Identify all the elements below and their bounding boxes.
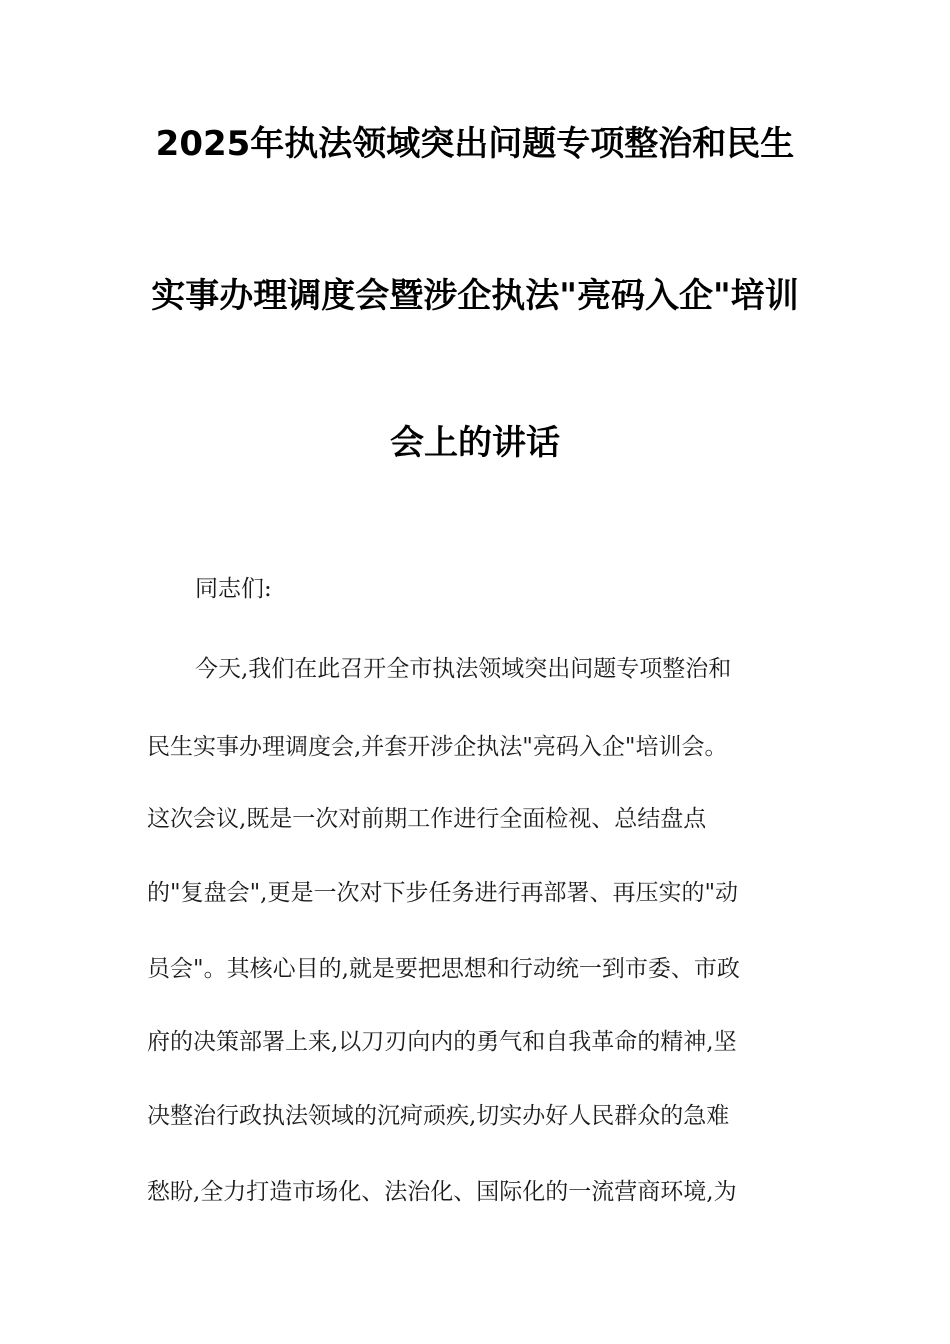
paragraph-line: 这次会议,既是一次对前期工作进行全面检视、总结盘点 — [147, 806, 707, 832]
title-line-3: 会上的讲话 — [390, 423, 560, 463]
paragraph-line: 愁盼,全力打造市场化、法治化、国际化的一流营商环境,为 — [147, 1179, 737, 1205]
paragraph-line: 的"复盘会",更是一次对下步任务进行再部署、再压实的"动 — [147, 880, 739, 906]
paragraph-line: 员会"。其核心目的,就是要把思想和行动统一到市委、市政 — [147, 956, 740, 982]
salutation: 同志们: — [195, 576, 272, 602]
title-line-2: 实事办理调度会暨涉企执法"亮码入企"培训 — [151, 276, 799, 316]
paragraph-line: 府的决策部署上来,以刀刃向内的勇气和自我革命的精神,坚 — [147, 1029, 737, 1055]
title-line-1: 2025年执法领域突出问题专项整治和民生 — [155, 124, 795, 164]
paragraph-line: 民生实事办理调度会,并套开涉企执法"亮码入企"培训会。 — [147, 734, 728, 760]
paragraph-line: 决整治行政执法领域的沉疴顽疾,切实办好人民群众的急难 — [147, 1103, 730, 1129]
paragraph-line: 今天,我们在此召开全市执法领域突出问题专项整治和 — [195, 656, 732, 682]
